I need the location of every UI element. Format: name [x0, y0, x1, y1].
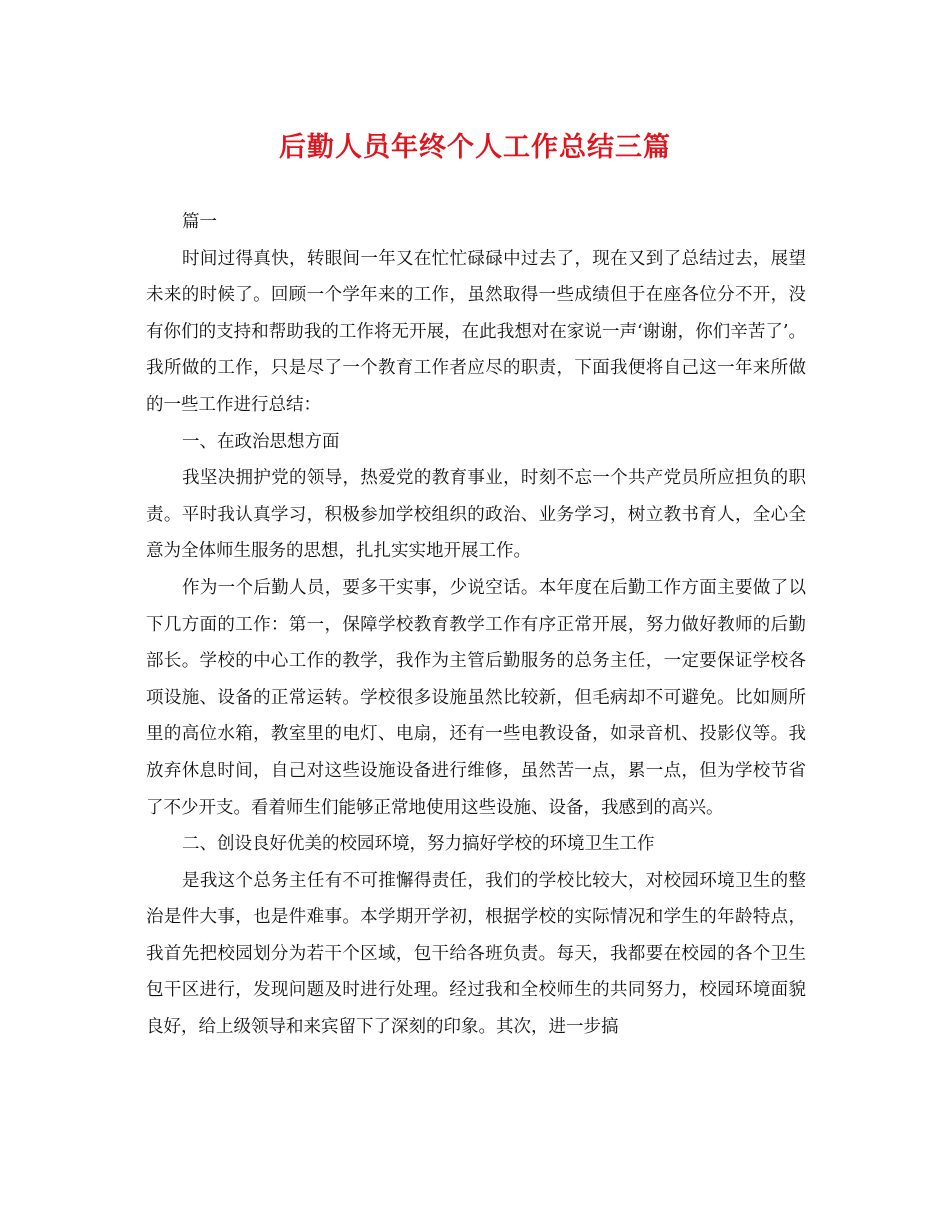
section-heading-campus-environment: 二、创设良好优美的校园环境，努力搞好学校的环境卫生工作 [182, 834, 655, 855]
section-heading-political: 一、在政治思想方面 [182, 431, 340, 452]
paragraph-logistics-work: 作为一个后勤人员，要多干实事，少说空话。本年度在后勤工作方面主要做了以下几方面的工作：第一，保障学校教育教学工作有序正常开展，努力做好教师的后勤部长。学校的中心工作的教学，我作为主管后勤服务的总务主任，一定要保证学校各项设施、设备的正常运转。学校很多设施虽然比较新，但毛病却不可避免。比如厕所里的高位水箱，教室里的电灯、电扇，还有一些电教设备，如录音机、投影仪等。我放弃休息时间，自己对这些设施设备进行维修，虽然苦一点，累一点，但为学校节省了不少开支。看着师生们能够正常地使用这些设施、设备，我感到的高兴。 [146, 577, 806, 818]
paragraph-intro: 时间过得真快，转眼间一年又在忙忙碌碌中过去了，现在又到了总结过去，展望未来的时候了。回顾一个学年来的工作，虽然取得一些成绩但于在座各位分不开，没有你们的支持和帮助我的工作将无开展，在此我想对在家说一声‘谢谢，你们辛苦了’。我所做的工作，只是尽了一个教育工作者应尽的职责，下面我便将自己这一年来所做的一些工作进行总结： [146, 248, 806, 415]
section-heading-part-one: 篇一 [182, 212, 217, 232]
paragraph-campus-environment: 是我这个总务主任有不可推懈得责任，我们的学校比较大，对校园环境卫生的整治是件大事，也是件难事。本学期开学初，根据学校的实际情况和学生的年龄特点，我首先把校园划分为若干个区域，包干给各班负责。每天，我都要在校园的各个卫生包干区进行，发现问题及时进行处理。经过我和全校师生的共同努力，校园环境面貌良好，给上级领导和来宾留下了深刻的印象。其次，进一步搞 [146, 870, 806, 1038]
document-title: 后勤人员年终个人工作总结三篇 [279, 132, 671, 163]
document-body [146, 204, 806, 1046]
paragraph-political: 我坚决拥护党的领导，热爱党的教育事业，时刻不忘一个共产党员所应担负的职责。平时我认真学习，积极参加学校组织的政治、业务学习，树立教书育人，全心全意为全体师生服务的思想，扎扎实实地开展工作。 [146, 468, 806, 562]
